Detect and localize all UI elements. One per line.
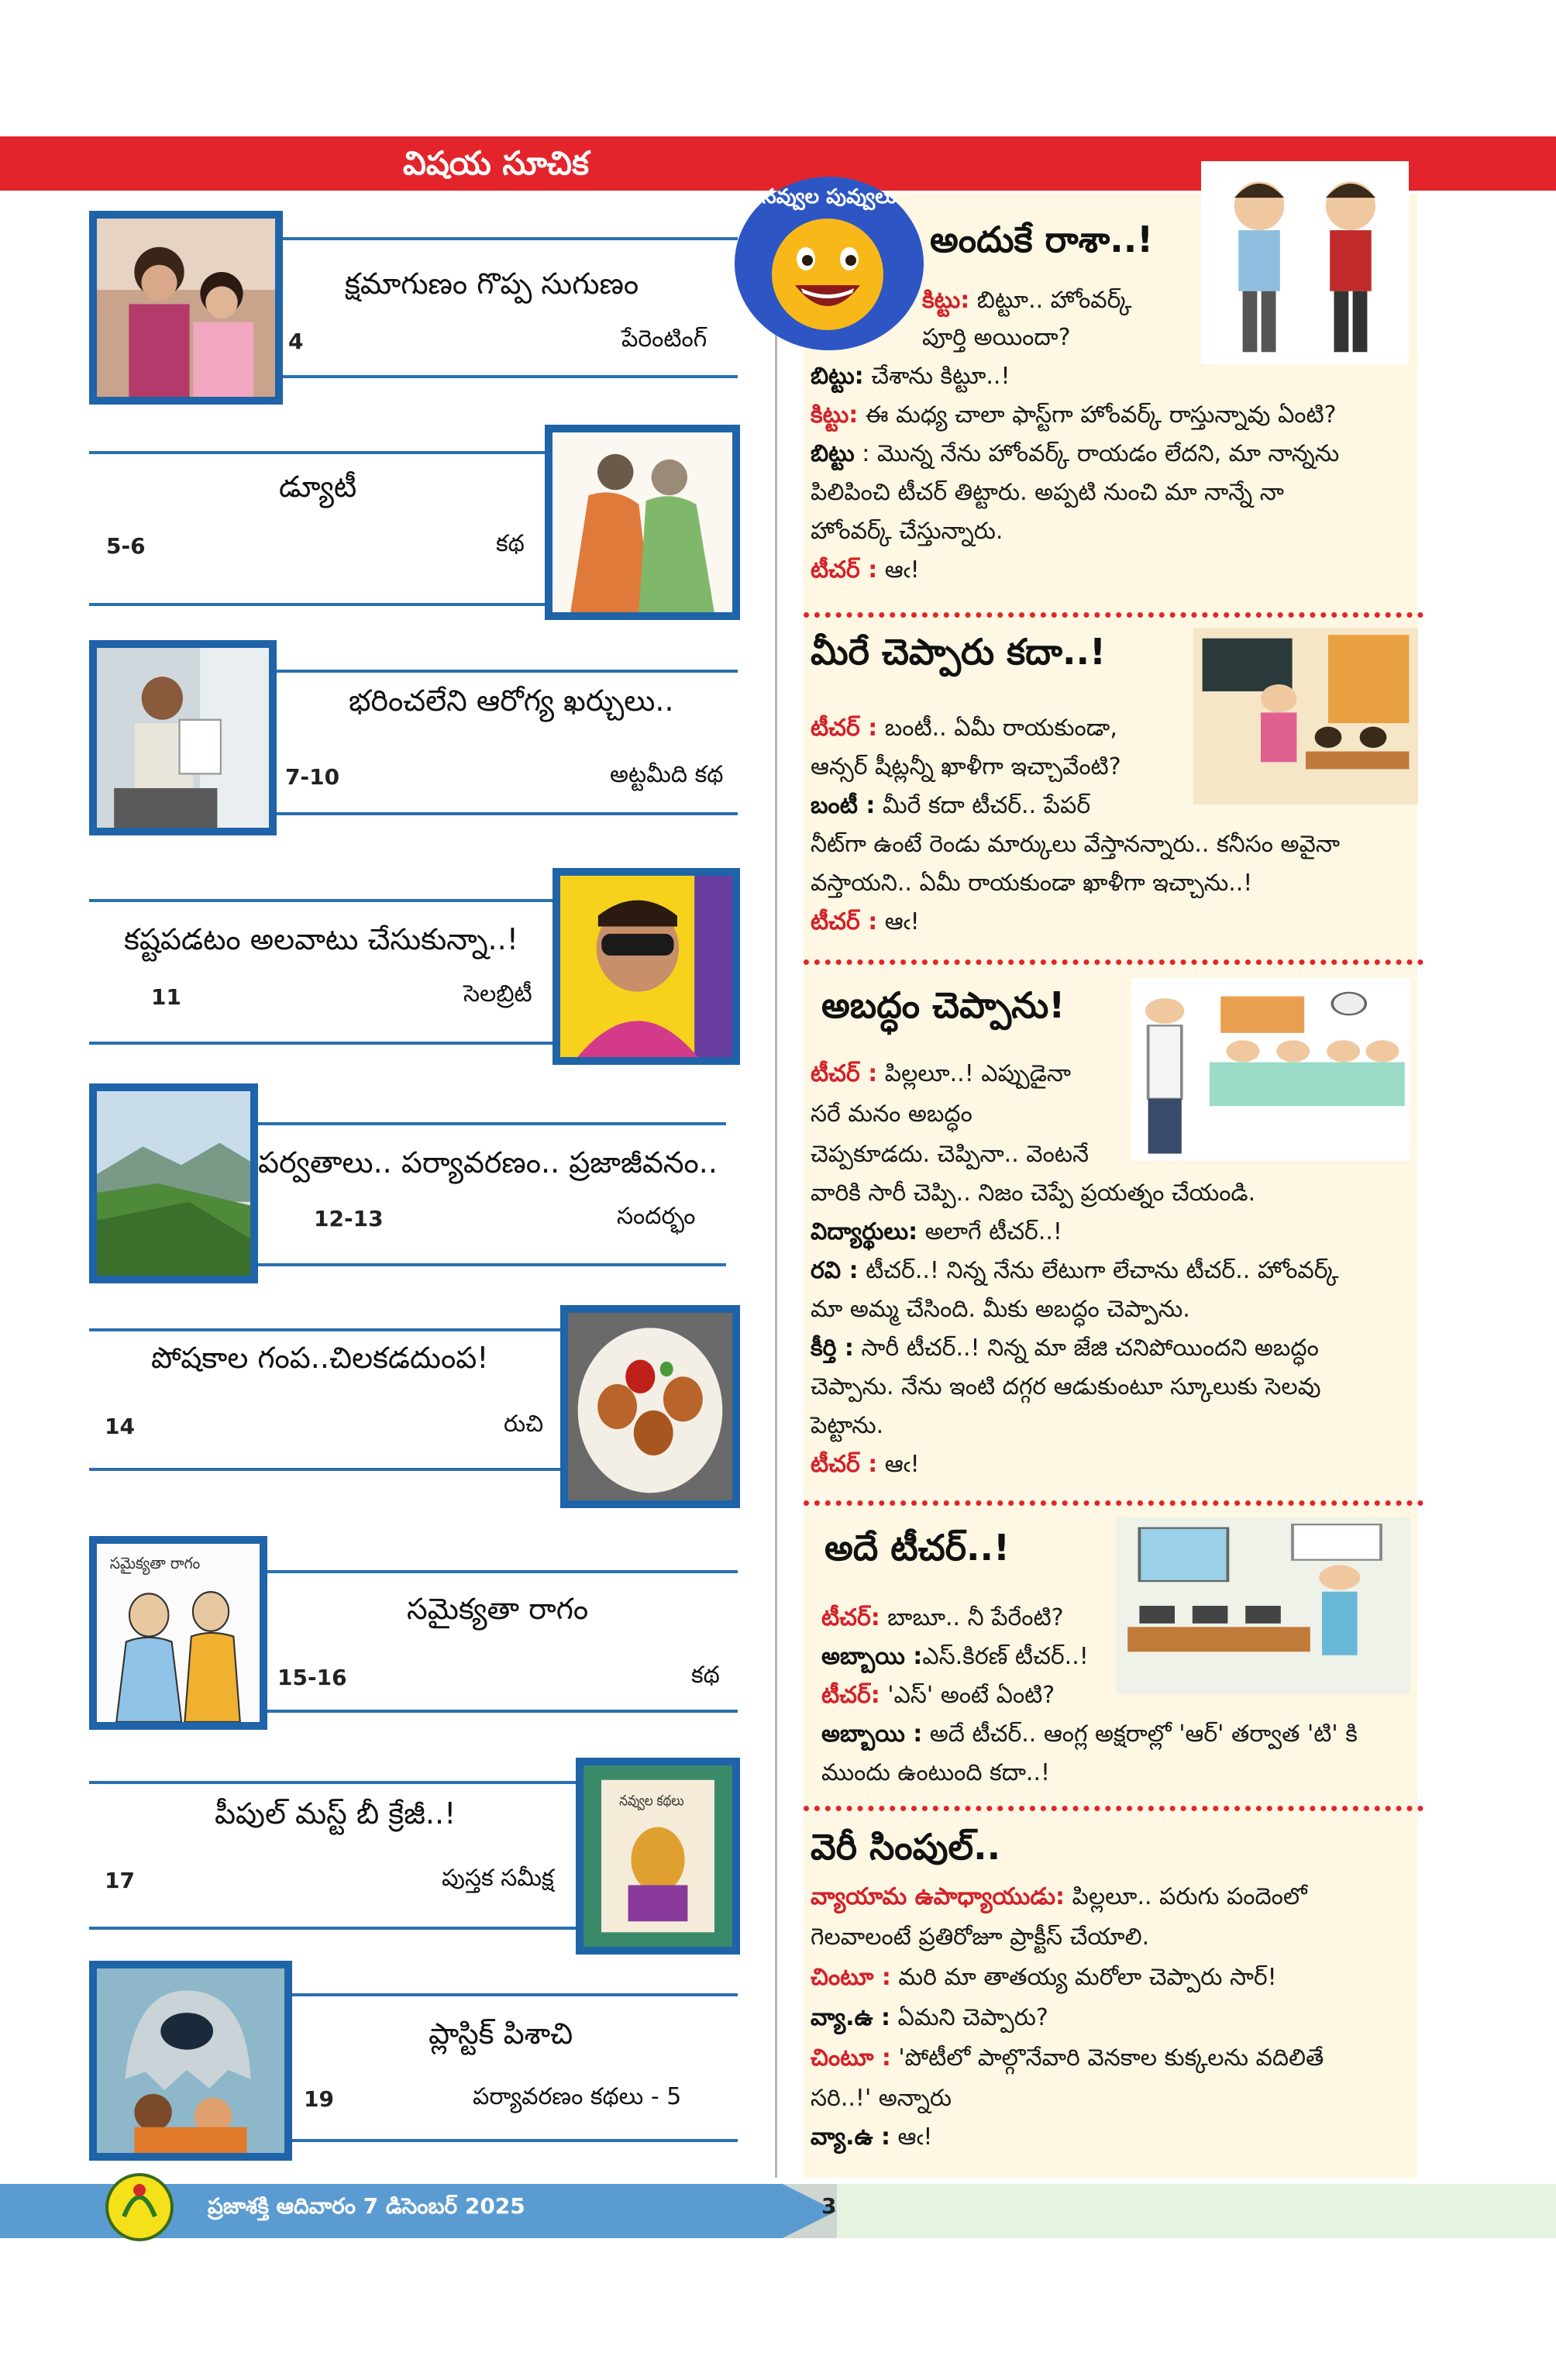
joke-line: సరి..!' అన్నారు	[811, 2085, 952, 2112]
toc-item-4[interactable]	[0, 860, 775, 1062]
rule-line	[89, 451, 554, 454]
joke-line: వ్యా.ఉ : ఆఁ!	[811, 2123, 933, 2151]
joke-line: మా అమ్మ చేసింది. మీకు అబద్ధం చెప్పాను.	[811, 1296, 1190, 1323]
toc-category: కథ	[691, 1662, 720, 1689]
dotted-separator	[804, 959, 1423, 965]
joke-title: అబద్ధం చెప్పాను!	[821, 984, 1065, 1026]
plastic-ghost-illustration	[89, 1961, 292, 2161]
joke-title: అదే టీచర్..!	[824, 1527, 1010, 1569]
joke-line: కిట్టు: ఈ మధ్య చాలా ఫాస్ట్‌గా హోంవర్క్ రాస్తున్నావు ఏంటి?	[811, 401, 1337, 429]
joke-line: పూర్తి అయిందా?	[922, 324, 1071, 351]
joke-line: బంటీ : మీరే కదా టీచర్.. పేపర్	[811, 792, 1091, 819]
toc-page: 19	[304, 2086, 334, 2112]
jokes-badge	[728, 172, 930, 358]
toc-category: అట్టమీది కథ	[610, 761, 724, 788]
rule-line	[89, 1042, 563, 1045]
health-cover-photo	[89, 640, 277, 835]
joke-line: బిట్టు : మొన్న నేను హోంవర్క్ రాయడం లేదని, మా నాన్నను	[811, 440, 1340, 467]
parenting-photo	[89, 211, 283, 405]
joke-line: పెట్టాను.	[811, 1412, 884, 1439]
toc-category: పర్యావరణం కథలు - 5	[473, 2083, 682, 2110]
story-caption: సమైక్యతా రాగం	[109, 1554, 201, 1573]
toc-category: కథ	[496, 530, 525, 557]
book-cover-photo	[576, 1758, 740, 1955]
joke-line: చెప్పాను. నేను ఇంటి దగ్గర ఆడుకుంటూ స్కూలుకు సెలవు	[811, 1373, 1321, 1400]
two-boys-illustration	[1201, 161, 1409, 364]
toc-item-6[interactable]	[0, 1305, 775, 1507]
joke-line: కిట్టు: బిట్టూ.. హోంవర్క్	[922, 287, 1132, 314]
toc-title: సమైక్యతా రాగం	[407, 1592, 589, 1626]
joke-line: చెప్పకూడదు. చెప్పినా.. వెంటనే	[811, 1141, 1090, 1168]
rule-line	[271, 812, 738, 815]
joke-line: టీచర్ : ఆఁ!	[811, 908, 920, 935]
joke-line: గెలవాలంటే ప్రతిరోజూ ప్రాక్టీస్ చేయాలి.	[811, 1924, 1150, 1951]
rule-line	[279, 375, 738, 378]
page-number: 3	[821, 2193, 837, 2219]
rule-line	[287, 2139, 738, 2142]
dotted-separator	[804, 1500, 1423, 1506]
joke-line: టీచర్ : బంటీ.. ఏమీ రాయకుండా,	[811, 715, 1117, 742]
joke-line: బిట్టు: చేశాను కిట్టూ..!	[811, 363, 1010, 390]
rule-line	[89, 1927, 587, 1930]
joke-line: టీచర్ : ఆఁ!	[811, 1451, 920, 1478]
toc-item-8[interactable]	[0, 1753, 775, 1955]
toc-page: 4	[288, 329, 304, 354]
toc-page: 7-10	[285, 764, 340, 790]
rule-line	[271, 670, 738, 673]
toc-category: సెలబ్రిటీ	[463, 980, 532, 1007]
toc-title: భరించలేని ఆరోగ్య ఖర్చులు..	[349, 684, 674, 718]
toc-item-2[interactable]	[0, 425, 775, 626]
rule-line	[252, 1263, 726, 1266]
joke-line: సరే మనం అబద్ధం	[811, 1100, 972, 1128]
toc-category: రుచి	[504, 1410, 544, 1438]
rule-line	[263, 1710, 738, 1713]
toc-item-9[interactable]	[0, 1961, 775, 2162]
celebrity-photo	[553, 868, 740, 1065]
toc-title: పోషకాల గంప..చిలకడదుంప!	[151, 1341, 489, 1375]
page-title: విషయ సూచిక	[402, 144, 590, 182]
joke-line: టీచర్: 'ఎస్' అంటే ఏంటి?	[821, 1682, 1055, 1709]
joke-title: అందుకే రాశా..!	[930, 219, 1154, 260]
toc-category: పేరెంటింగ్	[621, 325, 707, 353]
joke-line: టీచర్: బాబూ.. నీ పేరేంటి?	[821, 1604, 1064, 1631]
joke-line: పిలిపించి టీచర్ తిట్టారు. అప్పటి నుంచి మా నాన్నే నా	[811, 479, 1284, 506]
joke-line: చింటూ : మరి మా తాతయ్య మరోలా చెప్పారు సార్!	[811, 1964, 1277, 1991]
classroom-illustration	[1193, 628, 1418, 804]
joke-line: అబ్బాయి : అదే టీచర్.. ఆంగ్ల అక్షరాల్లో 'ఆర్' తర్వాత 'టి' కి	[821, 1720, 1358, 1748]
toc-item-1[interactable]	[0, 203, 775, 405]
joke-line: ఆన్సర్ షీట్లన్నీ ఖాళీగా ఇచ్చావేంటి?	[811, 753, 1121, 780]
rule-line	[263, 1570, 738, 1573]
column-divider	[775, 194, 777, 2178]
joke-line: ముందు ఉంటుంది కదా..!	[821, 1759, 1051, 1786]
teacher-class-illustration	[1131, 978, 1410, 1161]
joke-line: వారికి సారీ చెప్పి.. నిజం చెప్పే ప్రయత్నం చేయండి.	[811, 1180, 1256, 1207]
rule-line	[287, 1993, 738, 1996]
joke-line: టీచర్ : ఆఁ!	[811, 556, 920, 584]
duty-illustration	[545, 425, 740, 620]
rule-line	[252, 1122, 726, 1125]
toc-item-3[interactable]	[0, 640, 775, 842]
toc-item-5[interactable]	[0, 1083, 775, 1285]
rule-line	[279, 237, 738, 240]
rule-line	[89, 1781, 587, 1784]
toc-page: 11	[151, 984, 181, 1010]
rule-line	[89, 899, 563, 902]
toc-category: సందర్భం	[617, 1203, 696, 1230]
toc-page: 5-6	[106, 533, 146, 559]
joke-line: వస్తాయని.. ఏమీ రాయకుండా ఖాళీగా ఇచ్చాను..!	[811, 870, 1253, 897]
joke-title: మీరే చెప్పారు కదా..!	[811, 631, 1106, 673]
toc-title: పీపుల్ మస్ట్ బీ క్రేజీ..!	[215, 1796, 456, 1831]
book-caption: నవ్వుల కథలు	[619, 1793, 684, 1810]
toc-page: 17	[105, 1868, 135, 1893]
joke-line: వ్యాయామ ఉపాధ్యాయుడు: పిల్లలూ.. పరుగు పందెంలో	[811, 1883, 1307, 1910]
toc-title: పర్వతాలు.. పర్యావరణం.. ప్రజాజీవనం..	[258, 1145, 718, 1180]
toc-category: పుస్తక సమీక్ష	[442, 1865, 554, 1892]
joke-line: హోంవర్క్ చేస్తున్నారు.	[811, 518, 1003, 545]
joke-title: వెరీ సింపుల్..	[811, 1826, 1001, 1868]
toc-title: డ్యూటీ	[279, 470, 357, 504]
badge-text: నవ్వుల పువ్వులు	[762, 185, 897, 208]
joke-line: అబ్బాయి :ఎస్.కిరణ్ టీచర్..!	[821, 1643, 1089, 1670]
computer-class-illustration	[1116, 1517, 1410, 1694]
joke-line: రవి : టీచర్..! నిన్న నేను లేటుగా లేచాను టీచర్.. హోంవర్క్	[811, 1257, 1339, 1284]
toc-page: 15-16	[277, 1665, 347, 1690]
magazine-logo	[93, 2162, 186, 2247]
food-photo	[560, 1305, 740, 1508]
dotted-separator	[804, 1806, 1423, 1811]
toc-title: కష్టపడటం అలవాటు చేసుకున్నా..!	[124, 922, 518, 956]
joke-line: టీచర్ : పిల్లలూ..! ఎప్పుడైనా	[811, 1060, 1072, 1087]
toc-title: క్షమాగుణం గొప్ప సుగుణం	[345, 267, 639, 301]
toc-page: 12-13	[314, 1206, 384, 1231]
joke-line: విద్యార్థులు: అలాగే టీచర్..!	[811, 1218, 1062, 1245]
toc-item-7[interactable]	[0, 1527, 775, 1728]
rule-line	[89, 1468, 571, 1471]
dotted-separator	[804, 612, 1423, 618]
rule-line	[89, 603, 554, 606]
joke-line: వ్యా.ఉ : ఏమని చెప్పారు?	[811, 2004, 1048, 2031]
joke-line: నీట్‌గా ఉంటే రెండు మార్కులు వేస్తానన్నారు.. కనీసం అవైనా	[811, 831, 1341, 858]
footer-right-band	[837, 2184, 1556, 2238]
toc-page: 14	[105, 1414, 135, 1439]
rule-line	[89, 1328, 571, 1331]
footer-publication-date: ప్రజాశక్తి ఆదివారం 7 డిసెంబర్ 2025	[208, 2193, 525, 2219]
joke-line: చింటూ : 'పోటీలో పాల్గొనేవారి వెనకాల కుక్కలను వదిలితే	[811, 2044, 1324, 2072]
toc-title: ప్లాస్టిక్ పిశాచి	[429, 2017, 573, 2051]
mountains-photo	[89, 1083, 258, 1283]
story-illustration	[89, 1536, 267, 1730]
joke-line: కీర్తి : సారీ టీచర్..! నిన్న మా జేజి చనిపోయిందని అబద్ధం	[811, 1335, 1319, 1362]
